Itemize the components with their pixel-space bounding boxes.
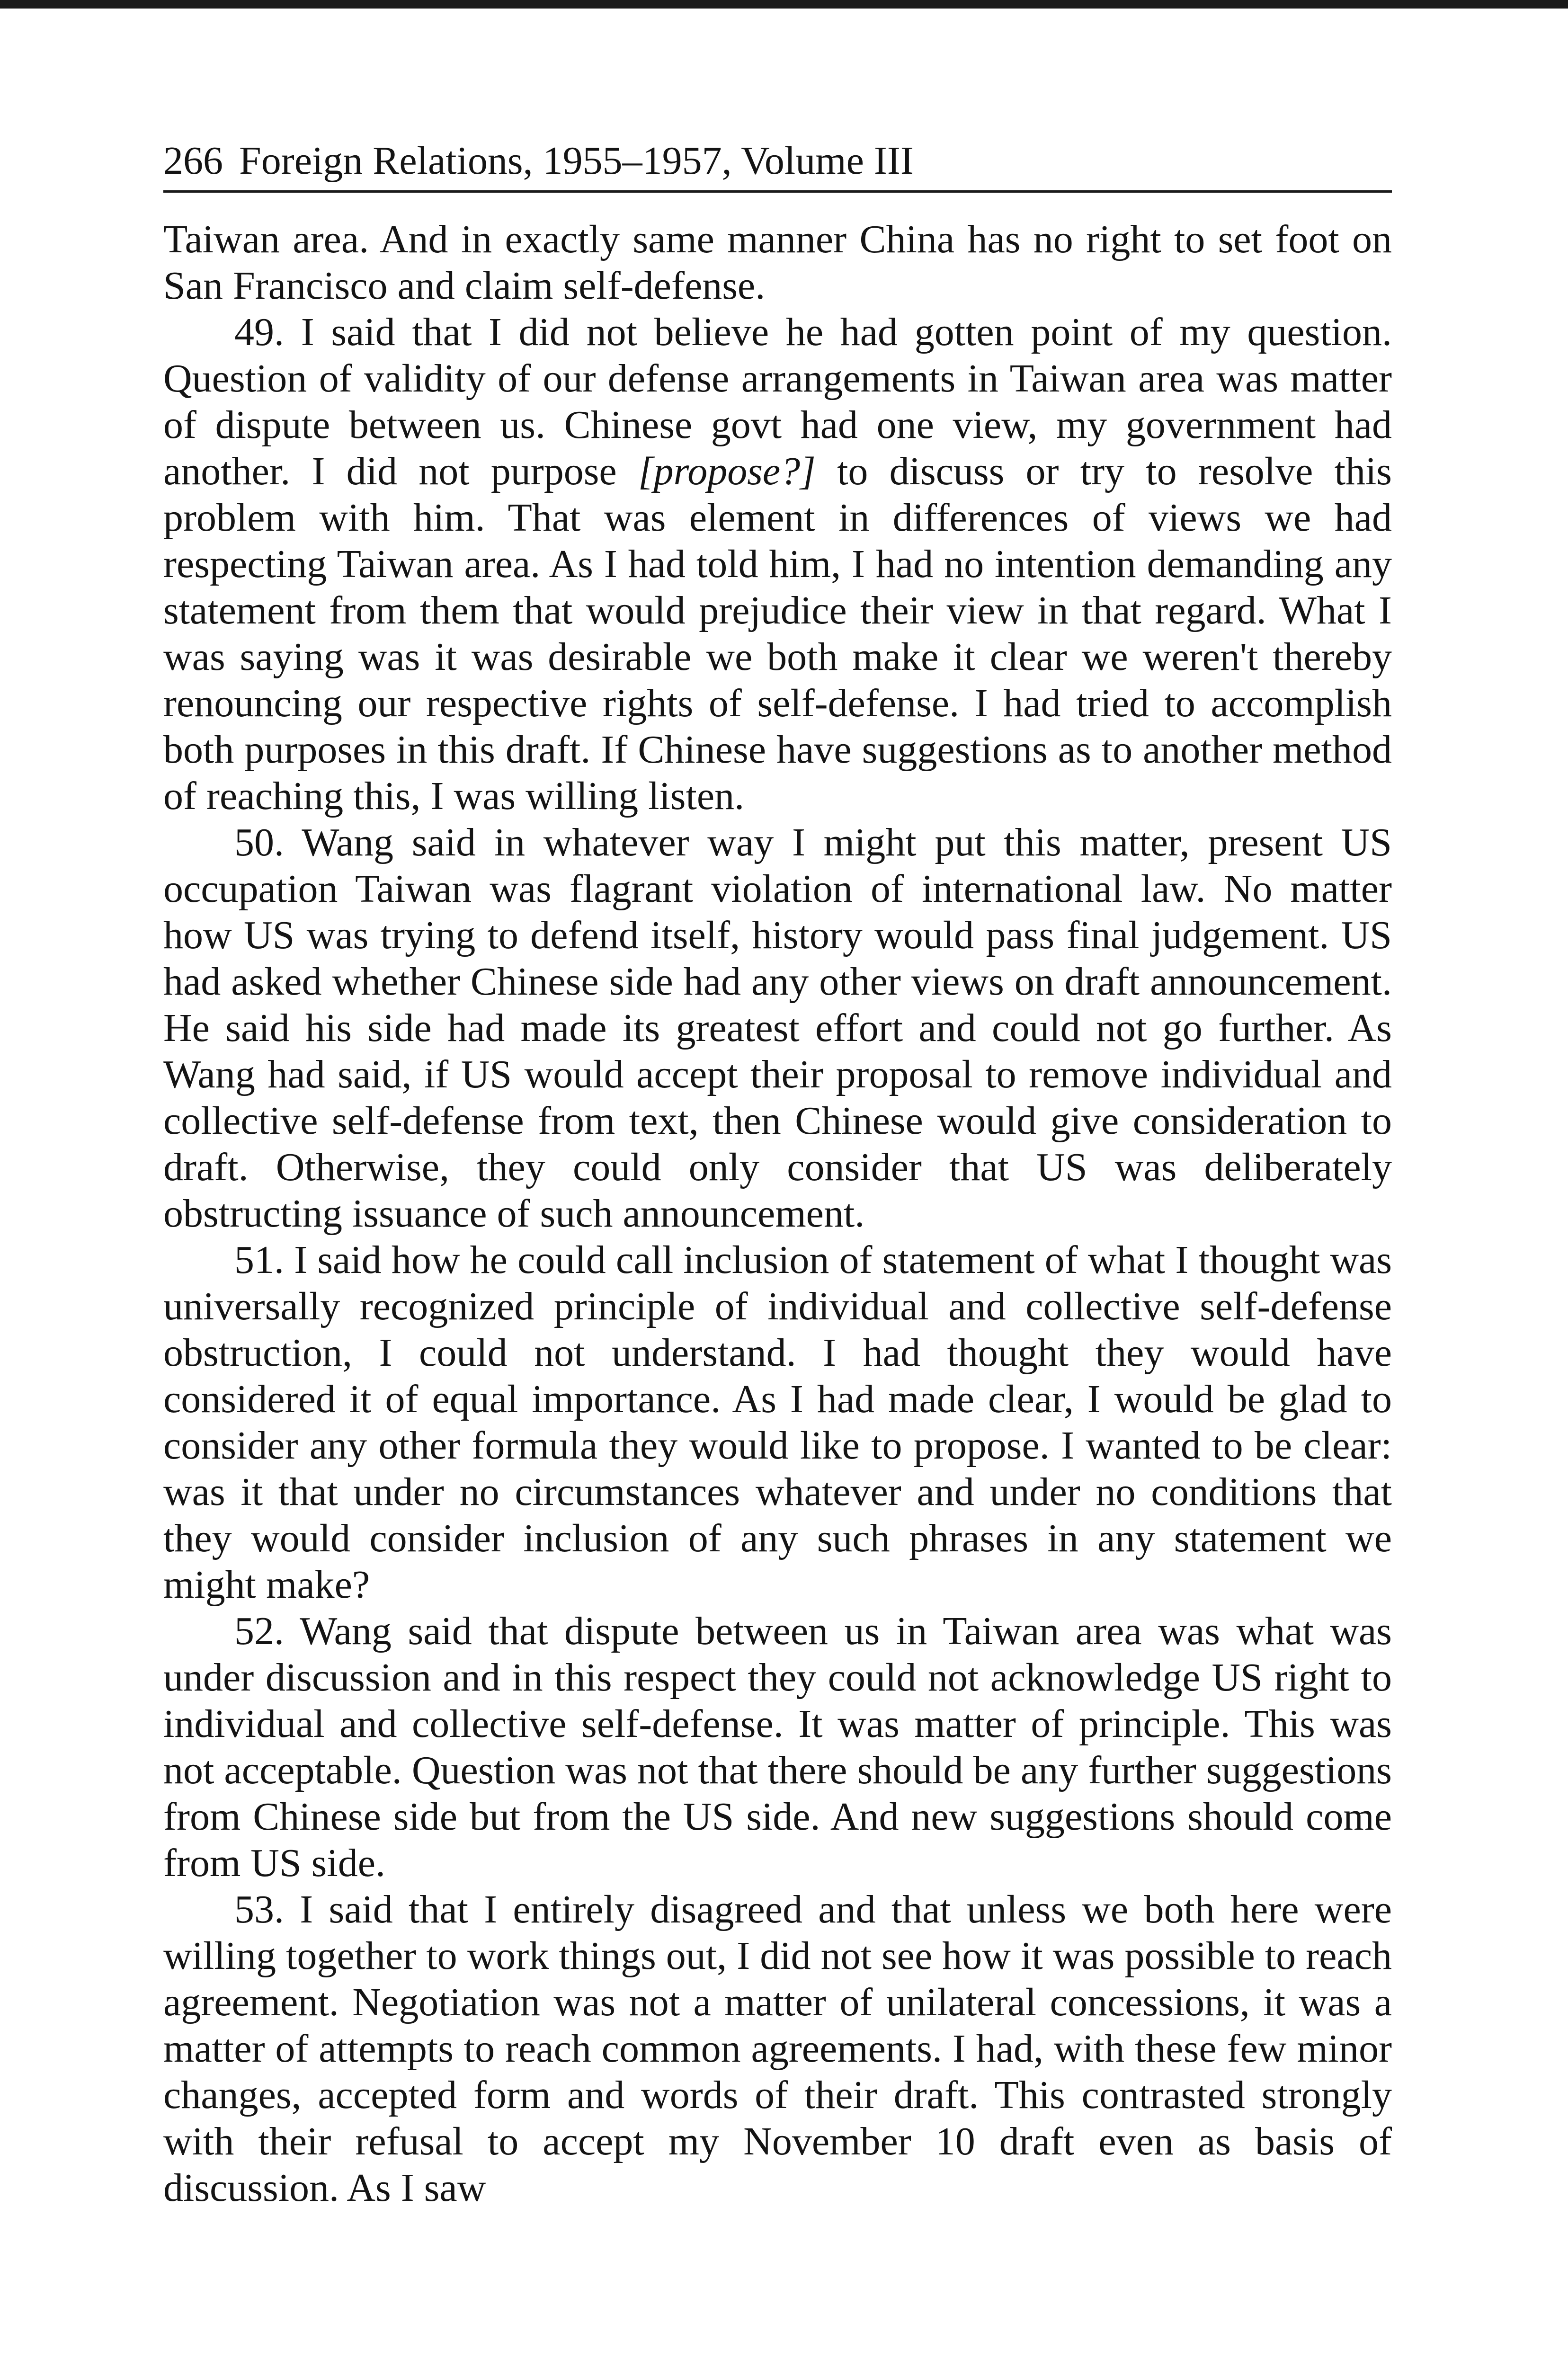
paragraph-text: Taiwan area. And in exactly same manner China has no right to set foot on San Francisco and claim self-defense. bbox=[163, 217, 1392, 308]
document-page bbox=[163, 137, 1392, 2211]
editorial-insertion: [propose?] bbox=[638, 449, 816, 493]
paragraph-number: 51. bbox=[234, 1238, 284, 1282]
running-head bbox=[163, 137, 1392, 193]
paragraph-53 bbox=[163, 1886, 1392, 2211]
paragraph-number: 49. bbox=[234, 310, 284, 354]
paragraph-49 bbox=[163, 309, 1392, 819]
paragraph-text: Wang said in whatever way I might put this matter, present US occupation Taiwan was flagrant violation of international law. No matter how US was trying to defend itself, history would pass final judgement. US had asked whether Chinese side had any other views on draft announcement. He said his side had made its greatest effort and could not go further. As Wang had said, if US would accept their proposal to remove individual and collective self-defense from text, then Chinese would give consideration to draft. Otherwise, they could only consider that US was deliberately obstructing issuance of such announcement. bbox=[163, 820, 1392, 1236]
paragraph-continued bbox=[163, 216, 1392, 309]
paragraph-text: to discuss or try to resolve this problem with him. That was element in differences of views we had respecting Taiwan area. As I had told him, I had no intention demanding any statement from them that would prejudice their view in that regard. What I was saying was it was desirable we both make it clear we weren't thereby renouncing our respective rights of self-defense. I had tried to accomplish both purposes in this draft. If Chinese have suggestions as to another method of reaching this, I was willing listen. bbox=[163, 449, 1392, 818]
paragraph-text: I said how he could call inclusion of statement of what I thought was universally recognized principle of individual and collective self-defense obstruction, I could not understand. I had thought they would have considered it of equal importance. As I had made clear, I would be glad to consider any other formula they would like to propose. I wanted to be clear: was it that under no circumstances whatever and under no conditions that they would consider inclusion of any such phrases in any statement we might make? bbox=[163, 1238, 1392, 1607]
paragraph-text: Wang said that dispute between us in Taiwan area was what was under discussion and in this respect they could not acknowledge US right to individual and collective self-defense. It was matter of principle. This was not acceptable. Question was not that there should be any further suggestions from Chinese side but from the US side. And new suggestions should come from US side. bbox=[163, 1609, 1392, 1885]
paragraph-number: 52. bbox=[234, 1609, 284, 1653]
paragraph-52 bbox=[163, 1608, 1392, 1886]
scan-top-edge bbox=[0, 0, 1568, 9]
page-number: 266 bbox=[163, 139, 223, 183]
paragraph-50 bbox=[163, 819, 1392, 1237]
running-title: Foreign Relations, 1955–1957, Volume III bbox=[239, 139, 914, 183]
body-text bbox=[163, 216, 1392, 2211]
paragraph-51 bbox=[163, 1237, 1392, 1608]
paragraph-text: I said that I did not believe he had gotten point of my question. Question of validity of our defense arrangements in Taiwan area was matter of dispute between us. Chinese govt had one view, my government had another. I did not purpose bbox=[163, 310, 1392, 493]
paragraph-number: 53. bbox=[234, 1887, 284, 1931]
paragraph-text: I said that I entirely disagreed and that unless we both here were willing together to work things out, I did not see how it was possible to reach agreement. Negotiation was not a matter of unilateral concessions, it was a matter of attempts to reach common agreements. I had, with these few minor changes, accepted form and words of their draft. This contrasted strongly with their refusal to accept my November 10 draft even as basis of discussion. As I saw bbox=[163, 1887, 1392, 2210]
paragraph-number: 50. bbox=[234, 820, 284, 864]
